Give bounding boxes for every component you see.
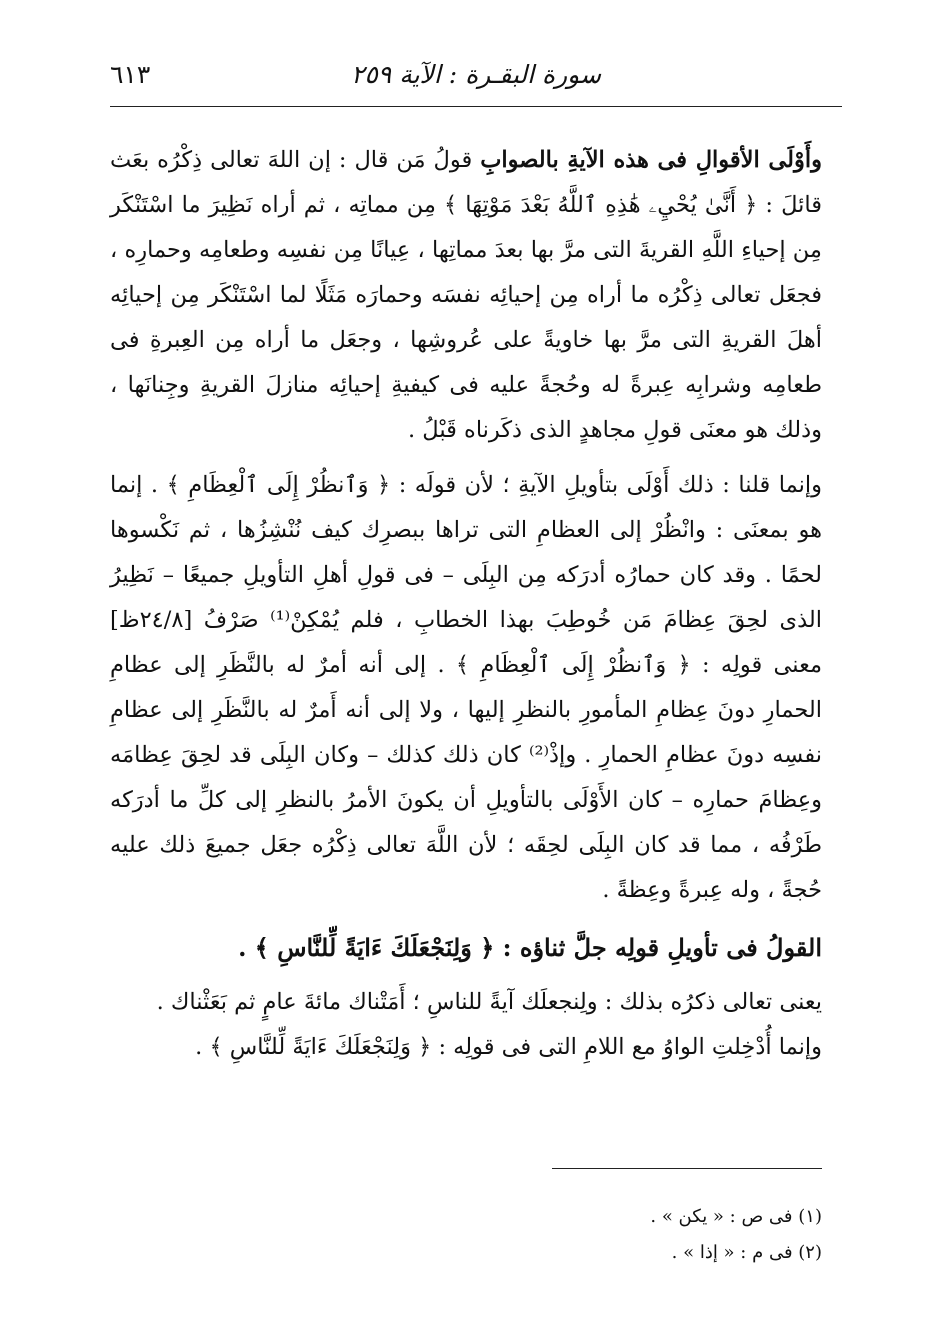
section-heading: القولُ فى تأويلِ قولِه جلَّ ثناؤه : ﴿ وَلِنَجْعَلَكَ ءَايَةً لِّلنَّاسِ ﴾ . [238,933,822,962]
paragraph-lead: وأَوْلَى الأقوالِ فى هذه الآيةِ بالصوابِ [480,147,823,173]
paragraph-1 [110,138,822,453]
paragraph-3: يعنى تعالى ذكرُه بذلك : ولِنجعلَك آيةً للناسِ ؛ أَمَتْناك مائةَ عامٍ ثم بَعَثْناك . [156,989,822,1015]
paragraph-text: قولُ مَن قال : إن اللهَ تعالى ذِكْرُه بعَث قائلَ : ﴿ أَنَّىٰ يُحْيِۦ هَٰذِهِ ٱللَّهُ بَعْدَ مَوْتِهَا ﴾ مِن مماتِه ، ثم أراه نَظِيرَ ما اسْتَنْكَر مِن إحياءِ اللَّهِ القريةَ التى مرَّ بها بعدَ مماتِها ، عِيانًا مِن نفسِه وطعامِه وحمارِه ، فجعَل تعالى ذِكْرُه ما أراه مِن إحيائِه نفسَه وحمارَه مَثَلًا لما اسْتَنْكَر مِن إحيائِه أهلَ القريةِ التى مرَّ بها خاويةً على عُروشِها ، وجعَل ما أراه مِن العِبرةِ فى طعامِه وشرابِه عِبرةً له وحُجةً عليه فى كيفيةِ إحيائِه منازلَ القريةِ وجِنانَها ، وذلك هو معنَى قولِ مجاهدٍ الذى ذكَرناه قَبْلُ . [110,147,822,443]
footnotes [552,1168,822,1271]
body-text [110,138,822,1070]
footnote-1: (١) فى ص : « يكن » . [650,1206,822,1227]
paragraph-2: وإنما قلنا : ذلك أَوْلَى بتأويلِ الآيةِ ؛ لأن قولَه : ﴿ وَٱنظُرْ إِلَى ٱلْعِظَامِ ﴾ . إنما هو بمعنَى : وانْظُرْ إلى العظامِ التى تراها ببصرِك كيف نُنْشِزُها ، ثم نَكْسوها لحمًا . وقد كان حمارُه أدرَكه مِن البِلَى – فى قولِ أهلِ التأويلِ جميعًا – نَظِيرُ الذى لحِقَ عِظامَ مَن خُوطِبَ بهذا الخطابِ ، فلم يُمْكِنْ⁽¹⁾ صَرْفُ [٢٤/٨ظ] معنى قولِه : ﴿ وَٱنظُرْ إِلَى ٱلْعِظَامِ ﴾ . إلى أنه أمرٌ له بالنَّظَرِ إلى عظامِ الحمارِ دونَ عِظامِ المأمورِ بالنظرِ إليها ، ولا إلى أنه أَمرٌ له بالنَّظَرِ إلى عظامِ نفسِه دونَ عظامِ الحمارِ . وإذْ⁽²⁾ كان ذلك كذلك – وكان البِلَى قد لحِقَ عِظامَه وعِظامَ حمارِه – كان الأَوْلَى بالتأويلِ أن يكونَ الأمرُ بالنظرِ إلى كلِّ ما أدرَكه طَرْفُه ، مما قد كان البِلَى لحِقَه ؛ لأن اللَّهَ تعالى ذِكْرُه جعَل جميعَ ذلك عليه حُجةً ، وله عِبرةً وعِظةً . [110,472,822,903]
paragraph-4: وإنما أُدْخِلتِ الواوُ مع اللامِ التى فى قولِه : ﴿ وَلِنَجْعَلَكَ ءَايَةً لِّلنَّاسِ ﴾ . [195,1034,822,1060]
running-title: سورة البقـرة : الآية ٢٥٩ [350,60,602,89]
page-header [110,54,842,107]
footnote-2: (٢) فى م : « إذا » . [671,1242,822,1263]
page-number: ٦١٣ [110,60,151,89]
